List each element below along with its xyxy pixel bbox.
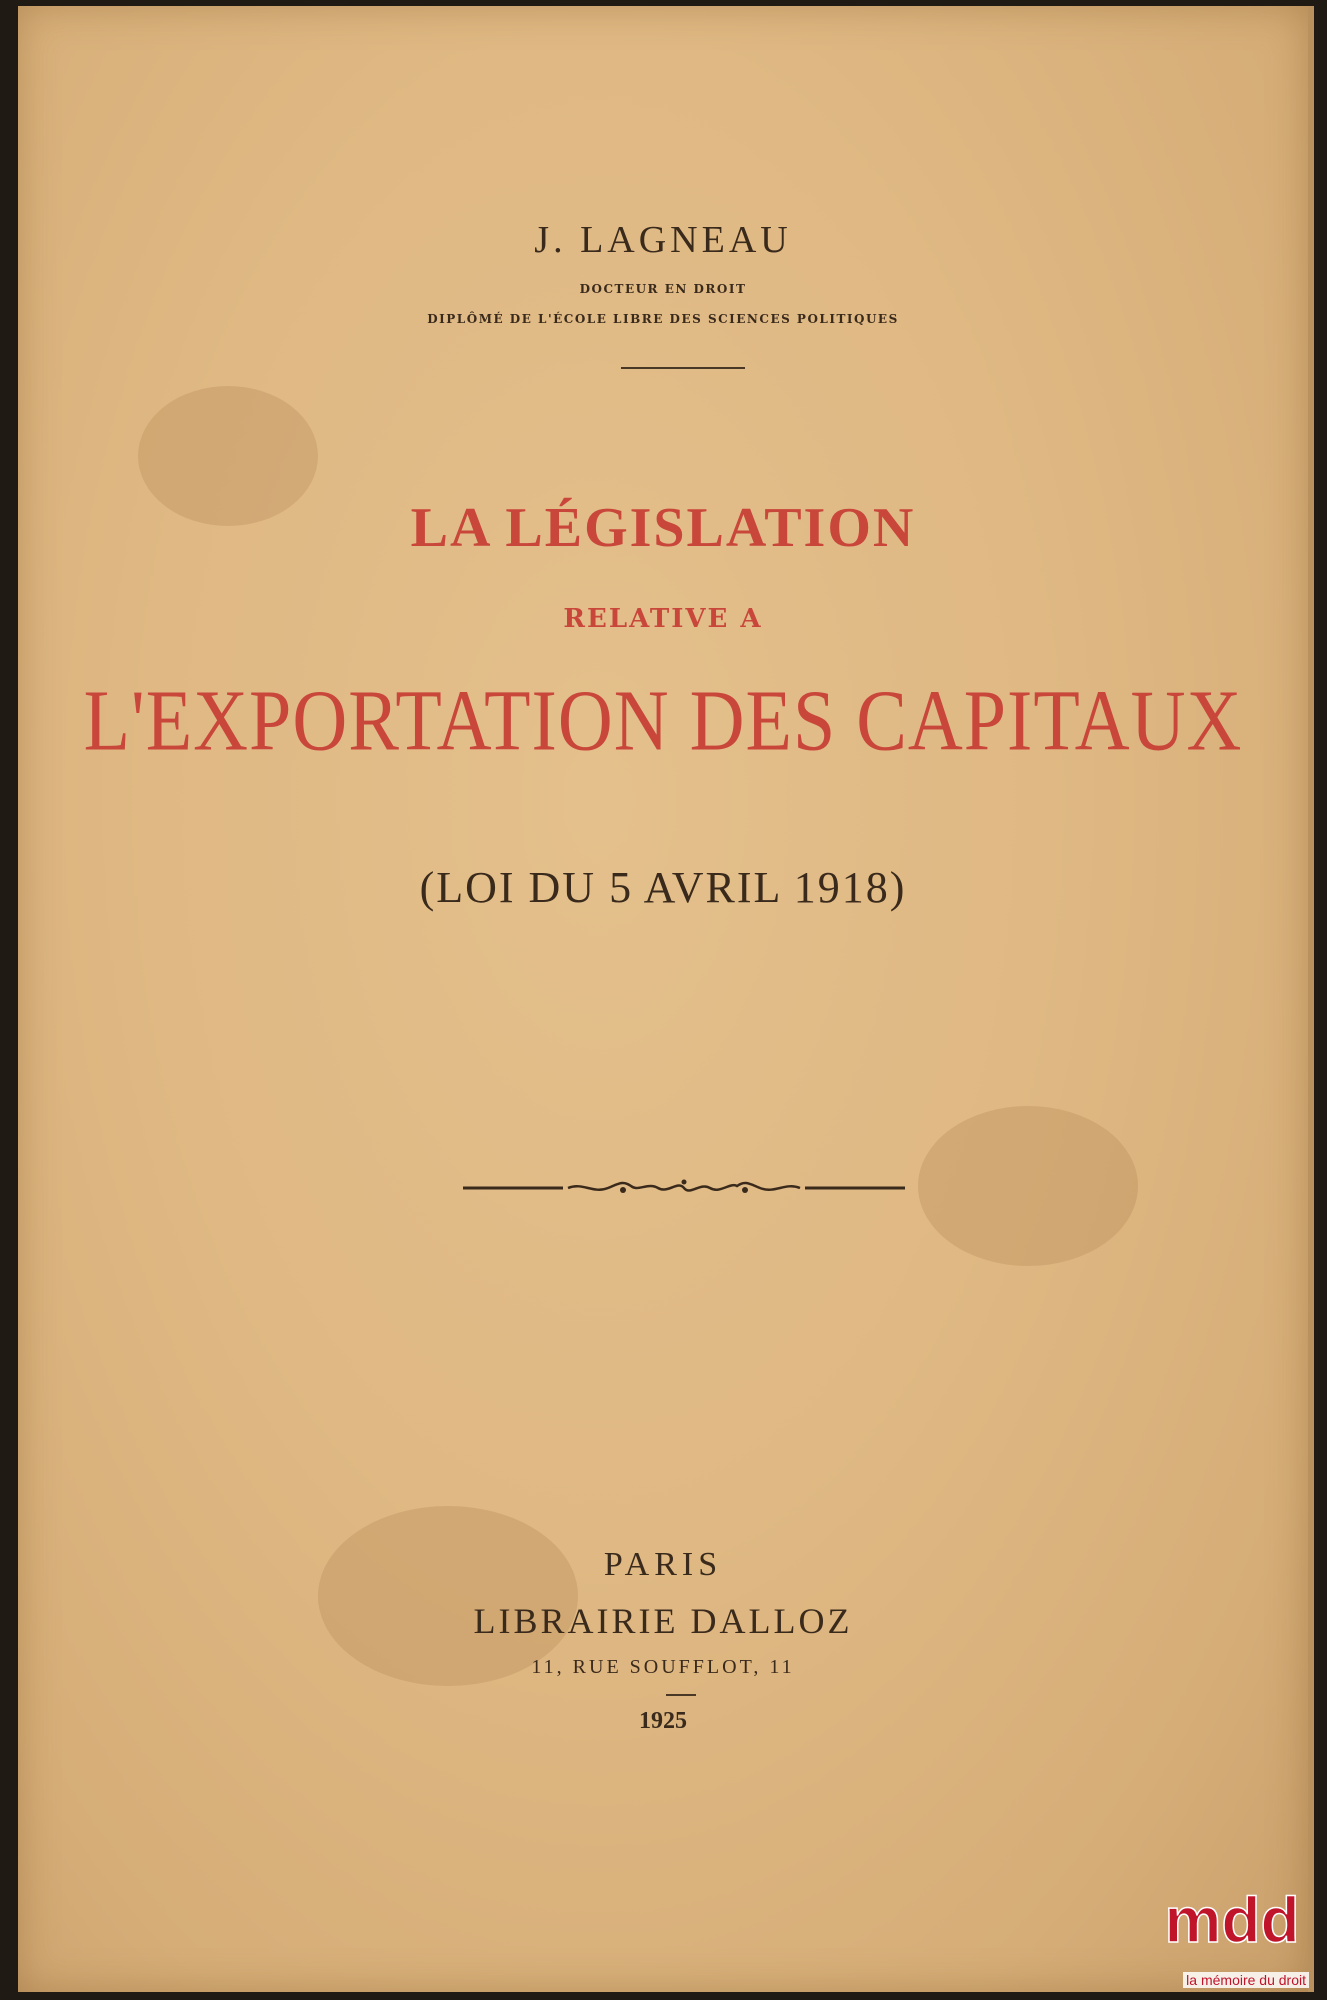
title-line-1: LA LÉGISLATION — [410, 497, 916, 559]
imprint-address: 11, RUE SOUFFLOT, 11 — [531, 1656, 795, 1678]
svg-text:mdd: mdd — [1164, 1884, 1300, 1956]
imprint-year: 1925 — [639, 1708, 687, 1734]
paper-stain — [918, 1106, 1138, 1266]
mdd-logo-icon — [1157, 1880, 1307, 1960]
title-line-3: L'EXPORTATION DES CAPITAUX — [83, 672, 1243, 770]
imprint-dash — [666, 1694, 696, 1696]
title-line-2: RELATIVE A — [563, 604, 763, 634]
book-cover — [18, 6, 1314, 1992]
author-name: J. LAGNEAU — [534, 219, 792, 261]
imprint-publisher: LIBRAIRIE DALLOZ — [473, 1601, 853, 1641]
watermark-caption: la mémoire du droit — [1183, 1972, 1309, 1988]
imprint-city: PARIS — [603, 1546, 723, 1583]
law-reference: (LOI DU 5 AVRIL 1918) — [419, 863, 907, 912]
ornament-divider — [463, 1168, 905, 1208]
author-degree: DOCTEUR EN DROIT — [579, 282, 747, 296]
divider-rule — [621, 367, 745, 369]
author-diploma: DIPLÔMÉ DE L'ÉCOLE LIBRE DES SCIENCES POLITIQUES — [427, 312, 899, 326]
watermark-logo — [1149, 1880, 1309, 1990]
